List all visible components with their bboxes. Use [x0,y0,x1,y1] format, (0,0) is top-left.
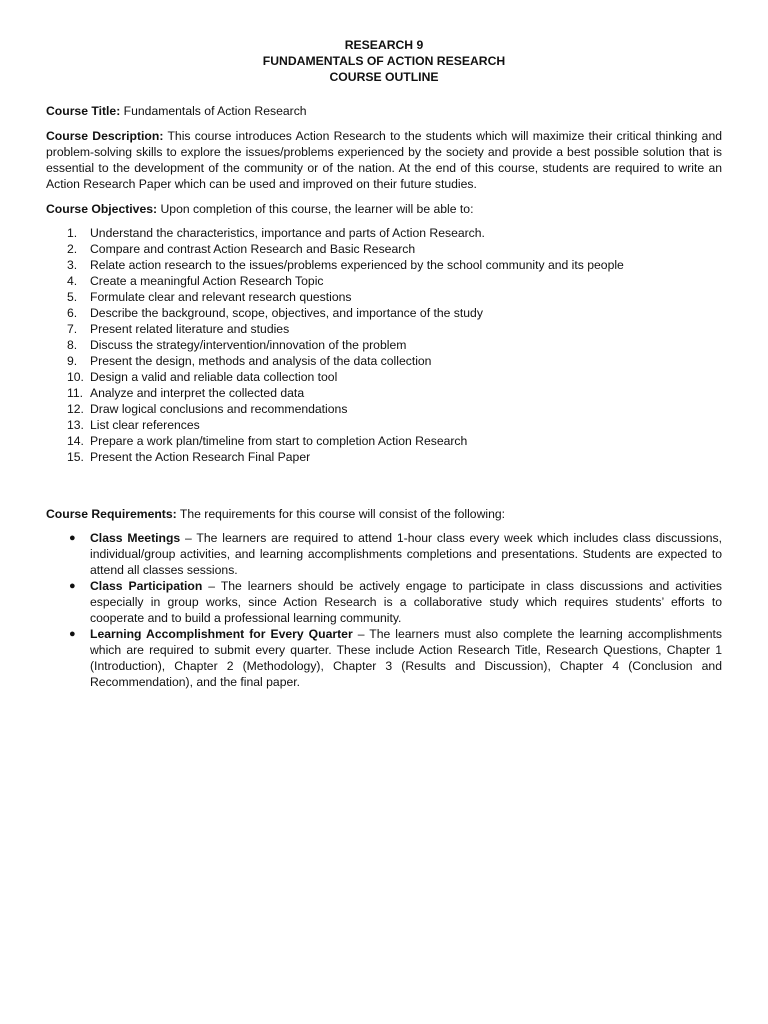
list-item-text: Formulate clear and relevant research questions [90,290,352,304]
list-item-text: Relate action research to the issues/problems experienced by the school community and its people [90,258,624,272]
course-objectives-label: Course Objectives: [46,202,158,216]
course-requirements-section [46,506,722,690]
course-objectives-intro: Upon completion of this course, the learner will be able to: [160,202,474,216]
list-item-text: Understand the characteristics, importance and parts of Action Research. [90,226,485,240]
requirement-term: Learning Accomplishment for Every Quarter [90,627,353,641]
list-item-number: 4. [67,274,78,288]
list-item-text: Prepare a work plan/timeline from start to completion Action Research [90,434,468,448]
header-line-3: COURSE OUTLINE [329,70,439,84]
requirement-body [90,578,722,626]
list-item [46,369,722,385]
requirement-term: Class Participation [90,579,203,593]
list-item-number: 9. [67,354,78,368]
list-item [46,321,722,337]
list-item [46,353,722,369]
header-line-2: FUNDAMENTALS OF ACTION RESEARCH [262,54,506,68]
list-item-number: 7. [67,322,78,336]
list-item [46,273,722,289]
list-item [46,578,722,626]
list-item-text: Describe the background, scope, objectives, and importance of the study [90,306,483,320]
list-item-number: 12. [67,402,84,416]
list-item-number: 1. [67,226,78,240]
list-item-text: Present the Action Research Final Paper [90,450,311,464]
course-title-section [46,103,722,119]
document-header [46,37,722,85]
list-item [46,305,722,321]
requirement-body [90,530,722,578]
header-line-1: RESEARCH 9 [344,38,424,52]
requirement-text: – The learners should be actively engage to participate in class discussions and activities especially in group works, since Action Research is a collaborative study which requires students’ efforts to cooperate and to build a professional learning community. [90,579,722,625]
course-requirements-intro: The requirements for this course will consist of the following: [179,507,506,521]
requirement-text: – The learners must also complete the learning accomplishments which are required to submit every quarter. These include Action Research Title, Research Questions, Chapter 1 (Introduction), Chapter 2 (Methodology), Chapter 3 (Results and Discussion), Chapter 4 (Conclusion and Recommendation), and the final paper. [90,627,722,689]
list-item-text: Draw logical conclusions and recommendations [90,402,348,416]
objectives-list [46,225,722,465]
course-description-section [46,128,722,192]
list-item-number: 5. [67,290,78,304]
list-item [46,417,722,433]
list-item [46,385,722,401]
list-item [46,337,722,353]
list-item-text: Compare and contrast Action Research and Basic Research [90,242,416,256]
list-item [46,257,722,273]
bullet-icon: ● [69,628,76,640]
list-item-text: Discuss the strategy/intervention/innovation of the problem [90,338,407,352]
requirements-list [46,530,722,690]
list-item-text: Present the design, methods and analysis of the data collection [90,354,432,368]
list-item-number: 3. [67,258,78,272]
requirement-body [90,626,722,690]
list-item-number: 15. [67,450,84,464]
course-description-label: Course Description: [46,129,164,143]
list-item-text: Design a valid and reliable data collection tool [90,370,338,384]
list-item [46,225,722,241]
list-item-number: 8. [67,338,78,352]
requirement-term: Class Meetings [90,531,181,545]
list-item-number: 11. [67,386,84,400]
bullet-icon: ● [69,580,76,592]
course-objectives-section [46,201,722,465]
section-spacer [46,465,722,497]
list-item-number: 10. [67,370,84,384]
list-item-text: Analyze and interpret the collected data [90,386,305,400]
requirement-text: – The learners are required to attend 1-hour class every week which includes class discussions, individual/group activities, and learning accomplishments completions and presentations. Students are expected to attend all classes sessions. [90,531,722,577]
course-title-value: Fundamentals of Action Research [123,104,307,118]
list-item [46,626,722,690]
course-requirements-label: Course Requirements: [46,507,177,521]
list-item-number: 14. [67,434,84,448]
list-item [46,530,722,578]
list-item [46,449,722,465]
list-item-text: Create a meaningful Action Research Topic [90,274,324,288]
list-item-number: 2. [67,242,78,256]
list-item [46,433,722,449]
list-item-text: List clear references [90,418,200,432]
list-item-number: 6. [67,306,78,320]
course-description-text: This course introduces Action Research to the students which will maximize their critical thinking and problem-solving skills to explore the issues/problems experienced by the society and provide a best possible solution that is essential to the development of the community or of the nation. At the end of this course, students are required to write an Action Research Paper which can be used and improved on their future studies. [46,129,722,191]
list-item [46,289,722,305]
list-item [46,401,722,417]
bullet-icon: ● [69,532,76,544]
list-item-number: 13. [67,418,84,432]
list-item-text: Present related literature and studies [90,322,290,336]
course-title-label: Course Title: [46,104,121,118]
list-item [46,241,722,257]
